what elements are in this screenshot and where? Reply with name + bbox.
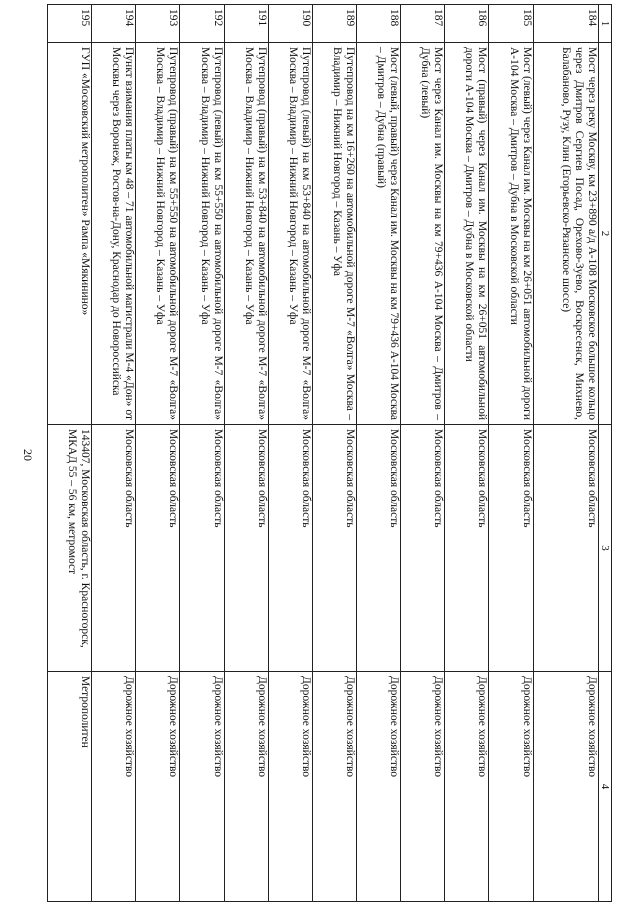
row-region: Московская область xyxy=(357,425,401,672)
row-description: Мост (правый) через Канал им. Москвы на км 26+051 автомобильной дороги А-104 Москва – Дмитров – Дубна в Московской области xyxy=(445,43,489,425)
col-header-4: 4 xyxy=(599,672,612,902)
page-number: 20 xyxy=(21,449,35,461)
table-row xyxy=(312,5,356,902)
row-number: 185 xyxy=(489,5,533,43)
row-description: Путепровод на км 16+260 на автомобильной дороге М-7 «Волга» Москва – Владимир – Нижний Новгород – Казань – Уфа xyxy=(312,43,356,425)
header-row xyxy=(599,5,612,902)
row-number: 195 xyxy=(48,5,92,43)
row-type: Метрополитен xyxy=(48,672,92,902)
row-type: Дорожное хозяйство xyxy=(401,672,445,902)
row-region: Московская область xyxy=(180,425,224,672)
row-number: 186 xyxy=(445,5,489,43)
row-type: Дорожное хозяйство xyxy=(92,672,136,902)
table-row xyxy=(489,5,533,902)
row-description: Мост через реку Москву, км 23+890 а/д А-108 Московское большое кольцо через Дмитров Сергиев Посад, Орехово-Зуево, Воскресенск, Михнево, Балабаново, Рузу, Клин (Егорьевско-Рязанское шоссе) xyxy=(533,43,598,425)
row-region: Московская область xyxy=(268,425,312,672)
table-row xyxy=(92,5,136,902)
row-number: 193 xyxy=(136,5,180,43)
row-region: Московская область xyxy=(445,425,489,672)
row-description: Мост через Канал им. Москвы на км 79+436 А-104 Москва – Дмитров – Дубна (левый) xyxy=(401,43,445,425)
table-row xyxy=(224,5,268,902)
row-number: 191 xyxy=(224,5,268,43)
row-type: Дорожное хозяйство xyxy=(224,672,268,902)
row-description: Путепровод (правый) на км 53+840 на автомобильной дороге М-7 «Волга» Москва – Владимир – Нижний Новгород – Казань – Уфа xyxy=(224,43,268,425)
row-type: Дорожное хозяйство xyxy=(445,672,489,902)
table-row xyxy=(401,5,445,902)
row-number: 190 xyxy=(268,5,312,43)
row-description: Мост (левый) через Канал им. Москвы на км 26+051 автомобильной дороги А-104 Москва – Дмитров – Дубна в Московской области xyxy=(489,43,533,425)
row-type: Дорожное хозяйство xyxy=(180,672,224,902)
row-type: Дорожное хозяйство xyxy=(136,672,180,902)
row-number: 192 xyxy=(180,5,224,43)
row-region: Московская область xyxy=(92,425,136,672)
row-number: 189 xyxy=(312,5,356,43)
row-region: Московская область xyxy=(136,425,180,672)
row-description: ГУП «Московский метрополитен» Рампа «Мякинино» xyxy=(48,43,92,425)
table-row xyxy=(136,5,180,902)
table-row xyxy=(180,5,224,902)
row-description: Путепровод (левый) на км 53+840 на автомобильной дороге М-7 «Волга» Москва – Владимир – Нижний Новгород – Казань – Уфа xyxy=(268,43,312,425)
row-region: Московская область xyxy=(489,425,533,672)
row-number: 194 xyxy=(92,5,136,43)
row-type: Дорожное хозяйство xyxy=(533,672,598,902)
row-type: Дорожное хозяйство xyxy=(489,672,533,902)
table-row xyxy=(48,5,92,902)
row-type: Дорожное хозяйство xyxy=(357,672,401,902)
row-description: Пункт взимания платы км 48 – 71 автомобильной магистрали М-4 «Дон» от Москвы через Воронеж, Ростов-на-Дону, Краснодар до Новороссийска xyxy=(92,43,136,425)
row-description: Путепровод (левый) на км 55+550 на автомобильной дороге М-7 «Волга» Москва – Владимир – Нижний Новгород – Казань – Уфа xyxy=(180,43,224,425)
row-number: 187 xyxy=(401,5,445,43)
row-region: Московская область xyxy=(312,425,356,672)
objects-table xyxy=(47,4,612,902)
row-type: Дорожное хозяйство xyxy=(312,672,356,902)
row-region: Московская область xyxy=(224,425,268,672)
table-row xyxy=(268,5,312,902)
row-region: Московская область xyxy=(401,425,445,672)
row-number: 184 xyxy=(533,5,598,43)
row-description: Мост (левый, правый) через Канал им. Москвы на км 79+436 А-104 Москва – Дмитров – Дубна (правый) xyxy=(357,43,401,425)
row-region: 143407, Московская область, г. Красногорск, МКАД 55 – 56 км, метромост xyxy=(48,425,92,672)
table-row xyxy=(357,5,401,902)
row-number: 188 xyxy=(357,5,401,43)
row-description: Путепровод (правый) на км 55+550 на автомобильной дороге М-7 «Волга» Москва – Владимир – Нижний Новгород – Казань – Уфа xyxy=(136,43,180,425)
row-type: Дорожное хозяйство xyxy=(268,672,312,902)
col-header-3: 3 xyxy=(599,425,612,672)
table-row xyxy=(445,5,489,902)
row-region: Московская область xyxy=(533,425,598,672)
col-header-1: 1 xyxy=(599,5,612,43)
col-header-2: 2 xyxy=(599,43,612,425)
table-row xyxy=(533,5,598,902)
